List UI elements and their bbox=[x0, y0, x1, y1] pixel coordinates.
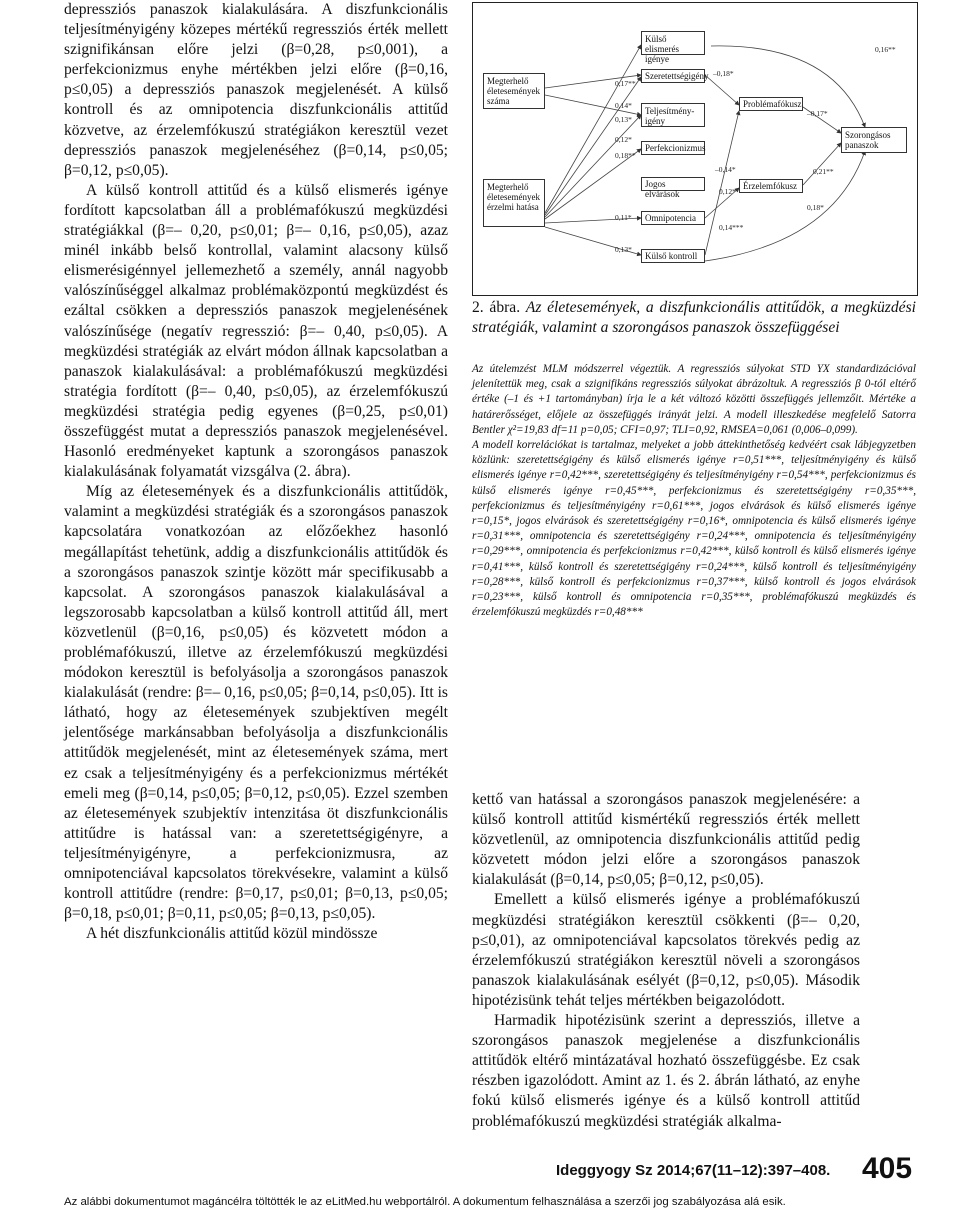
box-external-control: Külső kontroll bbox=[641, 249, 705, 263]
coefficient: 0,13* bbox=[615, 245, 632, 254]
arrow bbox=[705, 75, 739, 105]
paragraph: A külső kontroll attitűd és a külső elismerés igénye fordított kapcsolatban áll a problémafókuszú megküzdési stratégiákkal (β=– 0,20, p≤0,01; β=– 0,16, p≤0,05), azaz minél inkább belső kontrollal, valamint alacsony külső elismerésigénnyel jellemezhető a személy, annál nagyobb valószínűséggel alkalmaz problémaközpontú megküzdést és ezáltal csökken a depressziós panaszok megjelenésének valószínűsége (negatív regresszió: β=– 0,40, p≤0,05). A megküzdési stratégiák az elvárt módon állnak kapcsolatban a panaszok kialakulásával: a problémafókuszú megküzdési stratégia fordított (β=– 0,40, p≤0,05), az érzelemfókuszú megküzdési stratégia pedig egyenes (β=0,25, p≤0,01) összefüggést mutat a depressziós panaszok megjelenésével. Hasonló eredményeket kaptunk a szorongásos panaszok kialakulásának folyamatát vizsgálva (2. ábra). bbox=[64, 181, 448, 481]
coefficient: 0,18** bbox=[615, 151, 636, 160]
coefficient: –0,18* bbox=[713, 69, 734, 78]
box-anxiety: Szorongásos panaszok bbox=[841, 127, 907, 153]
coefficient: 0,11* bbox=[615, 213, 632, 222]
coefficient: 0,14* bbox=[615, 101, 632, 110]
figure-caption bbox=[472, 298, 916, 338]
download-footer: Az alábbi dokumentumot magáncélra töltötték le az eLitMed.hu webportálról. A dokumentum felhasználása a szerzői jog szabályozása alá esik. bbox=[64, 1196, 786, 1208]
coefficient: –0,14* bbox=[715, 165, 736, 174]
page-number: 405 bbox=[862, 1152, 913, 1185]
paragraph: Emellett a külső elismerés igénye a problémafókuszú megküzdési stratégiákon keresztül csökkenti (β=– 0,20, p≤0,01), az omnipotenciával kapcsolatos törekvés pedig az érzelemfókuszú stratégiákon keresztül növeli a szorongásos panaszok kialakulásának esélyét (β=0,12, p≤0,05). Második hipotézisünk tehát teljes mértékben beigazolódott. bbox=[472, 891, 860, 1009]
arrow bbox=[803, 143, 841, 185]
paragraph: depressziós panaszok kialakulására. A diszfunkcionális teljesítményigény közepes mértékű regressziós érték mellett szignifikánsan előre jelzi (β=0,28, p≤0,001), a perfekcionizmus enyhe mértékben jelzi előre (β=0,16, p≤0,05) a depressziós panaszok megjelenését. A külső kontroll és az omnipotencia diszfunkcionális attitűd közvetve, az érzelemfókuszú stratégiákon keresztül vezet depressziós panaszok megjelenéséhez (β=0,14, p≤0,05; β=0,12, p≤0,05). bbox=[64, 1, 448, 179]
paragraph: Míg az életesemények és a diszfunkcionális attitűdök, valamint a megküzdési stratégiák és a szorongásos panaszok kapcsolatára vonatkozóan az előzőekhez hasonló megállapítást tehetünk, addig a diszfunkcionális attitűdök és a szorongásos panaszok szintje között már specifikusabb a kapcsolat. A szorongásos panaszok kialakulásával a legszorosabb kapcsolatban a külső kontroll attitűd áll, mert közvetlenül (β=0,16, p≤0,05) és közvetett módon a problémafókuszú, illetve az érzelemfókuszú megküzdési módokon keresztül is befolyásolja a szorongásos panaszok kialakulását (rendre: β=– 0,16, p≤0,05; β=0,14, p≤0,05). Itt is látható, hogy az életesemények szubjektíven megélt jelentősége markánsabban befolyásolja a diszfunkcionális attitűdök megjelenését, mint az életesemények száma, mert ez csak a teljesítményigény és a perfekcionizmus mértékét emeli meg (β=0,14, p≤0,05; β=0,12, p≤0,05). Ezzel szemben az életesemények szubjektív intenzitása öt diszfunkcionális attitűdre is hatással van: a szeretettségigényre, a teljesítményigényre, a perfekcionizmusra, az omnipotenciával kapcsolatos törekvésekre, valamint a külső kontroll attitűdre (rendre: β=0,17, p≤0,01; β=0,13, p≤0,05; β=0,18, p≤0,01; β=0,11, p≤0,05; β=0,13, p≤0,05). bbox=[64, 483, 448, 923]
caption-label: 2. ábra. bbox=[472, 299, 521, 316]
paragraph: Harmadik hipotézisünk szerint a depressziós, illetve a szorongásos panaszok megjelenése a diszfunkcionális attitűdök eltérő mintázatával hozható összefüggésbe. Ez csak részben igazolódott. Amint az 1. és 2. ábrán látható, az enyhe fokú külső elismerés igénye és a külső kontroll attitűd problémafókuszú megküzdési stratégiák alkalma- bbox=[472, 1012, 860, 1130]
box-performance-need: Teljesítmény-igény bbox=[641, 103, 705, 127]
note-paragraph: Az útelemzést MLM módszerrel végeztük. A regressziós súlyokat STD YX standardizációval jelenítettük meg, csak a szignifikáns regressziós súlyokat ábrázoltuk. A regressziós β 0-tól eltérő értéke (–1 és +1 tartományban) írja le a két változó közötti összefüggés jellemzőit. Mértéke a határerősséget, előjele az összefüggés irányát jelzi. A modell illeszkedése megfelelő Satorra Bentler χ²=19,83 df=11 p=0,05; CFI=0,97; TLI=0,92, RMSEA=0,061 (0,006–0,099). bbox=[472, 363, 916, 436]
arrow bbox=[705, 111, 739, 255]
coefficient: 0,21** bbox=[813, 167, 834, 176]
box-life-events-count: Megterhelő életesemények száma bbox=[483, 73, 545, 109]
arrow bbox=[711, 46, 865, 127]
coefficient: 0,12* bbox=[719, 187, 736, 196]
coefficient: 0,12* bbox=[615, 135, 632, 144]
box-fair-expectations: Jogos elvárások bbox=[641, 177, 705, 191]
box-love-need: Szeretettségigény bbox=[641, 69, 705, 83]
figure-note bbox=[472, 362, 916, 620]
coefficient: 0,17** bbox=[615, 79, 636, 88]
coefficient: 0,16** bbox=[875, 45, 896, 54]
arrow bbox=[545, 45, 641, 213]
box-omnipotence: Omnipotencia bbox=[641, 211, 705, 225]
note-paragraph: A modell korrelációkat is tartalmaz, melyeket a jobb áttekinthetőség kedvéért csak lábjegyzetben közlünk: szeretettségigény és külső elismerés igénye r=0,51***, teljesítményigény és külső elismerés igénye r=0,42***, szeretettségigény és teljesítményigény r=0,54***, perfekcionizmus és külső elismerés igénye r=0,45***, perfekcionizmus és szeretettségigény r=0,35***, perfekcionizmus és teljesítményigény r=0,61***, jogos elvárások és külső elismerés igénye r=0,15*, jogos elvárások és szeretettségigény r=0,16*, omnipotencia és külső elismerés igénye r=0,31***, omnipotencia és szeretettségigény r=0,24***, omnipotencia és teljesítményigény r=0,29***, omnipotencia és perfekcionizmus r=0,42***, külső kontroll és külső elismerés igénye r=0,41***, külső kontroll és szeretettségigény r=0,24***, külső kontroll és teljesítményigény r=0,28***, külső kontroll és perfekcionizmus r=0,37***, külső kontroll és jogos elvárások r=0,23***, külső kontroll és omnipotencia r=0,35***, problémafókuszú megküzdés és érzelemfókuszú megküzdés r=0,48*** bbox=[472, 439, 916, 619]
box-life-events-impact: Megterhelő életesemények érzelmi hatása bbox=[483, 179, 545, 227]
coefficient: –0,17* bbox=[807, 109, 828, 118]
journal-reference: Ideggyogy Sz 2014;67(11–12):397–408. bbox=[556, 1162, 831, 1179]
path-diagram-figure bbox=[472, 2, 918, 296]
box-problem-focus: Problémafókusz bbox=[739, 97, 803, 111]
coefficient: 0,18* bbox=[807, 203, 824, 212]
box-external-recognition: Külső elismerés igénye bbox=[641, 31, 705, 55]
box-perfectionism: Perfekcionizmus bbox=[641, 141, 705, 155]
right-column bbox=[472, 790, 860, 1132]
coefficient: 0,13* bbox=[615, 115, 632, 124]
paragraph: kettő van hatással a szorongásos panaszok megjelenésére: a külső kontroll attitűd kismértékű regressziós érték mellett közvetlenül, az omnipotencia diszfunkcionális attitűd pedig közvetett módon jelzi előre a szorongásos panaszok kialakulását (β=0,14, p≤0,05; β=0,12, p≤0,05). bbox=[472, 791, 860, 889]
paragraph: A hét diszfunkcionális attitűd közül mindössze bbox=[86, 925, 378, 943]
arrow bbox=[545, 115, 641, 217]
left-column bbox=[64, 0, 448, 944]
box-emotion-focus: Érzelemfókusz bbox=[739, 179, 803, 193]
coefficient: 0,14*** bbox=[719, 223, 744, 232]
caption-text: Az életesemények, a diszfunkcionális attitűdök, a megküzdési stratégiák, valamint a szorongásos panaszok összefüggései bbox=[472, 299, 916, 336]
